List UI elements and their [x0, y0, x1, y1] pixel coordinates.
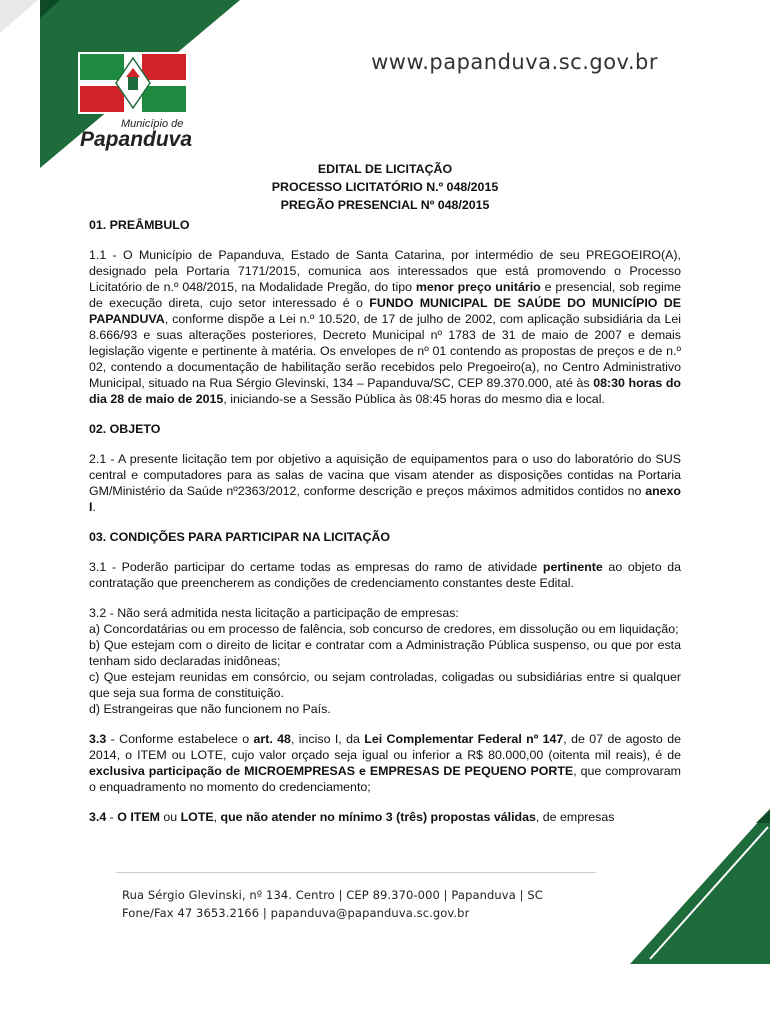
list-item: d) Estrangeiras que não funcionem no País.: [89, 702, 331, 716]
municipal-flag-logo: [78, 52, 188, 114]
website-url: www.papanduva.sc.gov.br: [371, 50, 658, 74]
footer-address-line: Rua Sérgio Glevinski, nº 134. Centro | CEP 89.370-000 | Papanduva | SC: [122, 888, 543, 902]
paragraph-3-3: 3.3 - Conforme estabelece o art. 48, inciso I, da Lei Complementar Federal nº 147, de 07 de agosto de 2014, o ITEM ou LOTE, cujo valor orçado seja igual ou inferior a R$ 80.000,00 (oitenta mil reais), é de exclusiva participação de MICROEMPRESAS e EMPRESAS DE PEQUENO PORTE, que comprovaram o enquadramento no momento do credenciamento;: [89, 732, 681, 794]
document-body: [89, 217, 681, 839]
footer-address: [122, 886, 543, 922]
title-line-3: PREGÃO PRESENCIAL Nº 048/2015: [280, 198, 490, 212]
footer-divider: [116, 872, 596, 873]
paragraph-3-1: 3.1 - Poderão participar do certame todas as empresas do ramo de atividade pertinente ao objeto da contratação que preencherem as condições de credenciamento constantes deste Edital.: [89, 560, 681, 590]
footer-corner-decoration: [630, 809, 770, 964]
list-item: a) Concordatárias ou em processo de falência, sob concurso de credores, em dissolução ou em liquidação;: [89, 622, 679, 636]
section-heading-preambulo: 01. PREÂMBULO: [89, 218, 190, 232]
logo-caption-big: Papanduva: [80, 128, 193, 151]
section-heading-condicoes: 03. CONDIÇÕES PARA PARTICIPAR NA LICITAÇÃO: [89, 530, 391, 544]
title-line-2: PROCESSO LICITATÓRIO N.º 048/2015: [271, 180, 499, 194]
section-heading-objeto: 02. OBJETO: [89, 422, 161, 436]
paragraph-3-4: 3.4 - O ITEM ou LOTE, que não atender no mínimo 3 (três) propostas válidas, de empresas: [89, 810, 615, 824]
list-item: c) Que estejam reunidas em consórcio, ou sejam controladas, coligadas ou subsidiárias entre si qualquer que seja sua forma de constituição.: [89, 670, 681, 700]
paragraph-2-1: 2.1 - A presente licitação tem por objetivo a aquisição de equipamentos para o uso do laboratório do SUS central e computadores para as salas de vacina que visam atender as disposições contidas na Portaria GM/Ministério da Saúde nº2363/2012, conforme descrição e preços máximos admitidos contidos no anexo I.: [89, 452, 681, 514]
paragraph-1-1: 1.1 - O Município de Papanduva, Estado de Santa Catarina, por intermédio de seu PREGOEIRO(A), designado pela Portaria 7171/2015, comunica aos interessados que está promovendo o Processo Licitatório de n.º 048/2015, na Modalidade Pregão, do tipo menor preço unitário e presencial, sob regime de execução direta, cujo setor interessado é o FUNDO MUNICIPAL DE SAÚDE DO MUNICÍPIO DE PAPANDUVA, conforme dispõe a Lei n.º 10.520, de 17 de julho de 2002, com aplicação subsidiária da Lei 8.666/93 e suas alterações posteriores, Decreto Municipal nº 1783 de 31 de maio de 2007 e demais legislação vigente e pertinente à matéria. Os envelopes de nº 01 contendo as propostas de preços e de n.º 02, contendo a documentação de habilitação serão recebidos pelo Pregoeiro(a), no Centro Administrativo Municipal, situado na Rua Sérgio Glevinski, 134 – Papanduva/SC, CEP 89.370.000, até às 08:30 horas do dia 28 de maio de 2015, iniciando-se a Sessão Pública às 08:45 horas do mesmo dia e local.: [89, 248, 681, 406]
paragraph-3-2: [89, 605, 681, 717]
list-intro: 3.2 - Não será admitida nesta licitação a participação de empresas:: [89, 606, 459, 620]
footer-contact-line: Fone/Fax 47 3653.2166 | papanduva@papanduva.sc.gov.br: [122, 906, 470, 920]
document-title: [0, 160, 770, 214]
title-line-1: EDITAL DE LICITAÇÃO: [317, 162, 453, 176]
logo-caption-small: Município de: [121, 118, 184, 130]
list-item: b) Que estejam com o direito de licitar e contratar com a Administração Pública suspenso, ou que por esta tenham sido declaradas inidôneas;: [89, 638, 681, 668]
